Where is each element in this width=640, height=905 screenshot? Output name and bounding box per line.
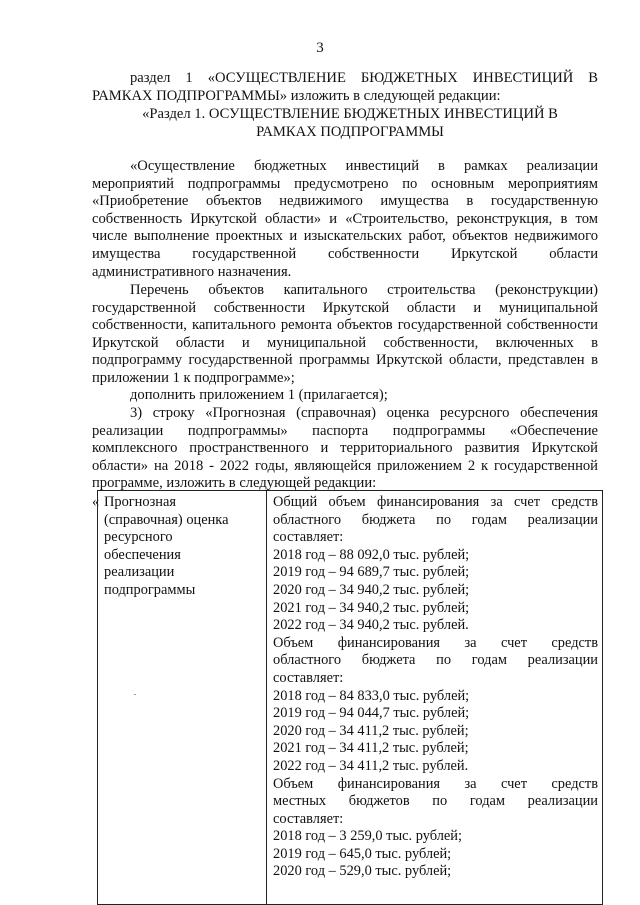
funding-cell [267, 491, 603, 905]
funding-year-line: 2020 год – 34 940,2 тыс. рублей; [273, 581, 470, 598]
paragraph-append-annex: дополнить приложением 1 (прилагается); [130, 387, 388, 403]
funding-header-line: областного бюджета по годам реализации [273, 652, 598, 669]
funding-header-line: составляет: [273, 810, 344, 827]
funding-year-line: 2019 год – 94 044,7 тыс. рублей; [273, 705, 470, 722]
funding-year-line: 2019 год – 94 689,7 тыс. рублей; [273, 564, 470, 581]
row-title-line: подпрограммы [104, 581, 196, 598]
funding-header-line: местных бюджетов по годам реализации [273, 793, 598, 810]
funding-header-line: Объем финансирования за счет средств [273, 634, 598, 651]
row-title-line: ресурсного [104, 529, 173, 546]
section-intro: раздел 1 «ОСУЩЕСТВЛЕНИЕ БЮДЖЕТНЫХ ИНВЕСТИЦИЙ В РАМКАХ ПОДПРОГРАММЫ» изложить в следующей редакции: [92, 70, 598, 104]
funding-header-line: составляет: [273, 669, 344, 686]
funding-header-line: Общий объем финансирования за счет средств [273, 494, 598, 510]
paragraph-investments: «Осуществление бюджетных инвестиций в рамках реализации мероприятий подпрограммы предусмотрено по основным мероприятиям «Приобретение объектов недвижимого имущества в государственную собственность Иркутской области» и «Строительство, реконструкция, в том числе выполнение проектных и изыскательских работ, объектов недвижимого имущества государственной собственности Иркутской области административного назначения. [92, 158, 598, 280]
row-title-line: реализации [104, 564, 175, 581]
funding-year-line: 2018 год – 88 092,0 тыс. рублей; [273, 546, 470, 563]
paragraph-row-replacement: 3) строку «Прогнозная (справочная) оценка ресурсного обеспечения реализации подпрограммы» паспорта подпрограммы «Обеспечение комплексного пространственного и территориального развития Иркутской области» на 2018 - 2022 годы, являющейся приложением 2 к государственной программе, изложить в следующей редакции: [92, 405, 598, 492]
row-title-line: обеспечения [104, 546, 181, 563]
funding-year-line: 2022 год – 34 411,2 тыс. рублей. [273, 757, 469, 774]
funding-year-line: 2020 год – 34 411,2 тыс. рублей; [273, 722, 469, 739]
page-number: 3 [316, 40, 324, 56]
row-title-line: Прогнозная [104, 494, 176, 510]
row-title-line: (справочная) оценка [104, 511, 229, 528]
scan-artifact [134, 694, 136, 695]
row-title-cell [98, 491, 267, 905]
funding-header-line: составляет: [273, 529, 344, 546]
funding-header-line: областного бюджета по годам реализации [273, 511, 598, 528]
table-open-quote: « [92, 494, 100, 510]
funding-year-line: 2021 год – 34 411,2 тыс. рублей; [273, 740, 469, 757]
funding-year-line: 2018 год – 84 833,0 тыс. рублей; [273, 687, 470, 704]
funding-year-line: 2021 год – 34 940,2 тыс. рублей; [273, 599, 470, 616]
table-row [98, 491, 603, 905]
resource-table [97, 490, 603, 905]
funding-year-line: 2018 год – 3 259,0 тыс. рублей; [273, 828, 462, 845]
section-title: «Раздел 1. ОСУЩЕСТВЛЕНИЕ БЮДЖЕТНЫХ ИНВЕСТИЦИЙ В РАМКАХ ПОДПРОГРАММЫ [142, 106, 558, 140]
funding-year-line: 2022 год – 34 940,2 тыс. рублей. [273, 617, 469, 634]
funding-header-line: Объем финансирования за счет средств [273, 775, 598, 792]
funding-year-line: 2019 год – 645,0 тыс. рублей; [273, 845, 452, 862]
funding-year-line: 2020 год – 529,0 тыс. рублей; [273, 863, 452, 880]
paragraph-objects-list: Перечень объектов капитального строительства (реконструкции) государственной собственности Иркутской области и муниципальной собственности, капитального ремонта объектов государственной собственности Иркутской области и муниципальной собственности, включенных в подпрограмму государственной программы Иркутской области, представлен в приложении 1 к подпрограмме»; [92, 282, 598, 386]
